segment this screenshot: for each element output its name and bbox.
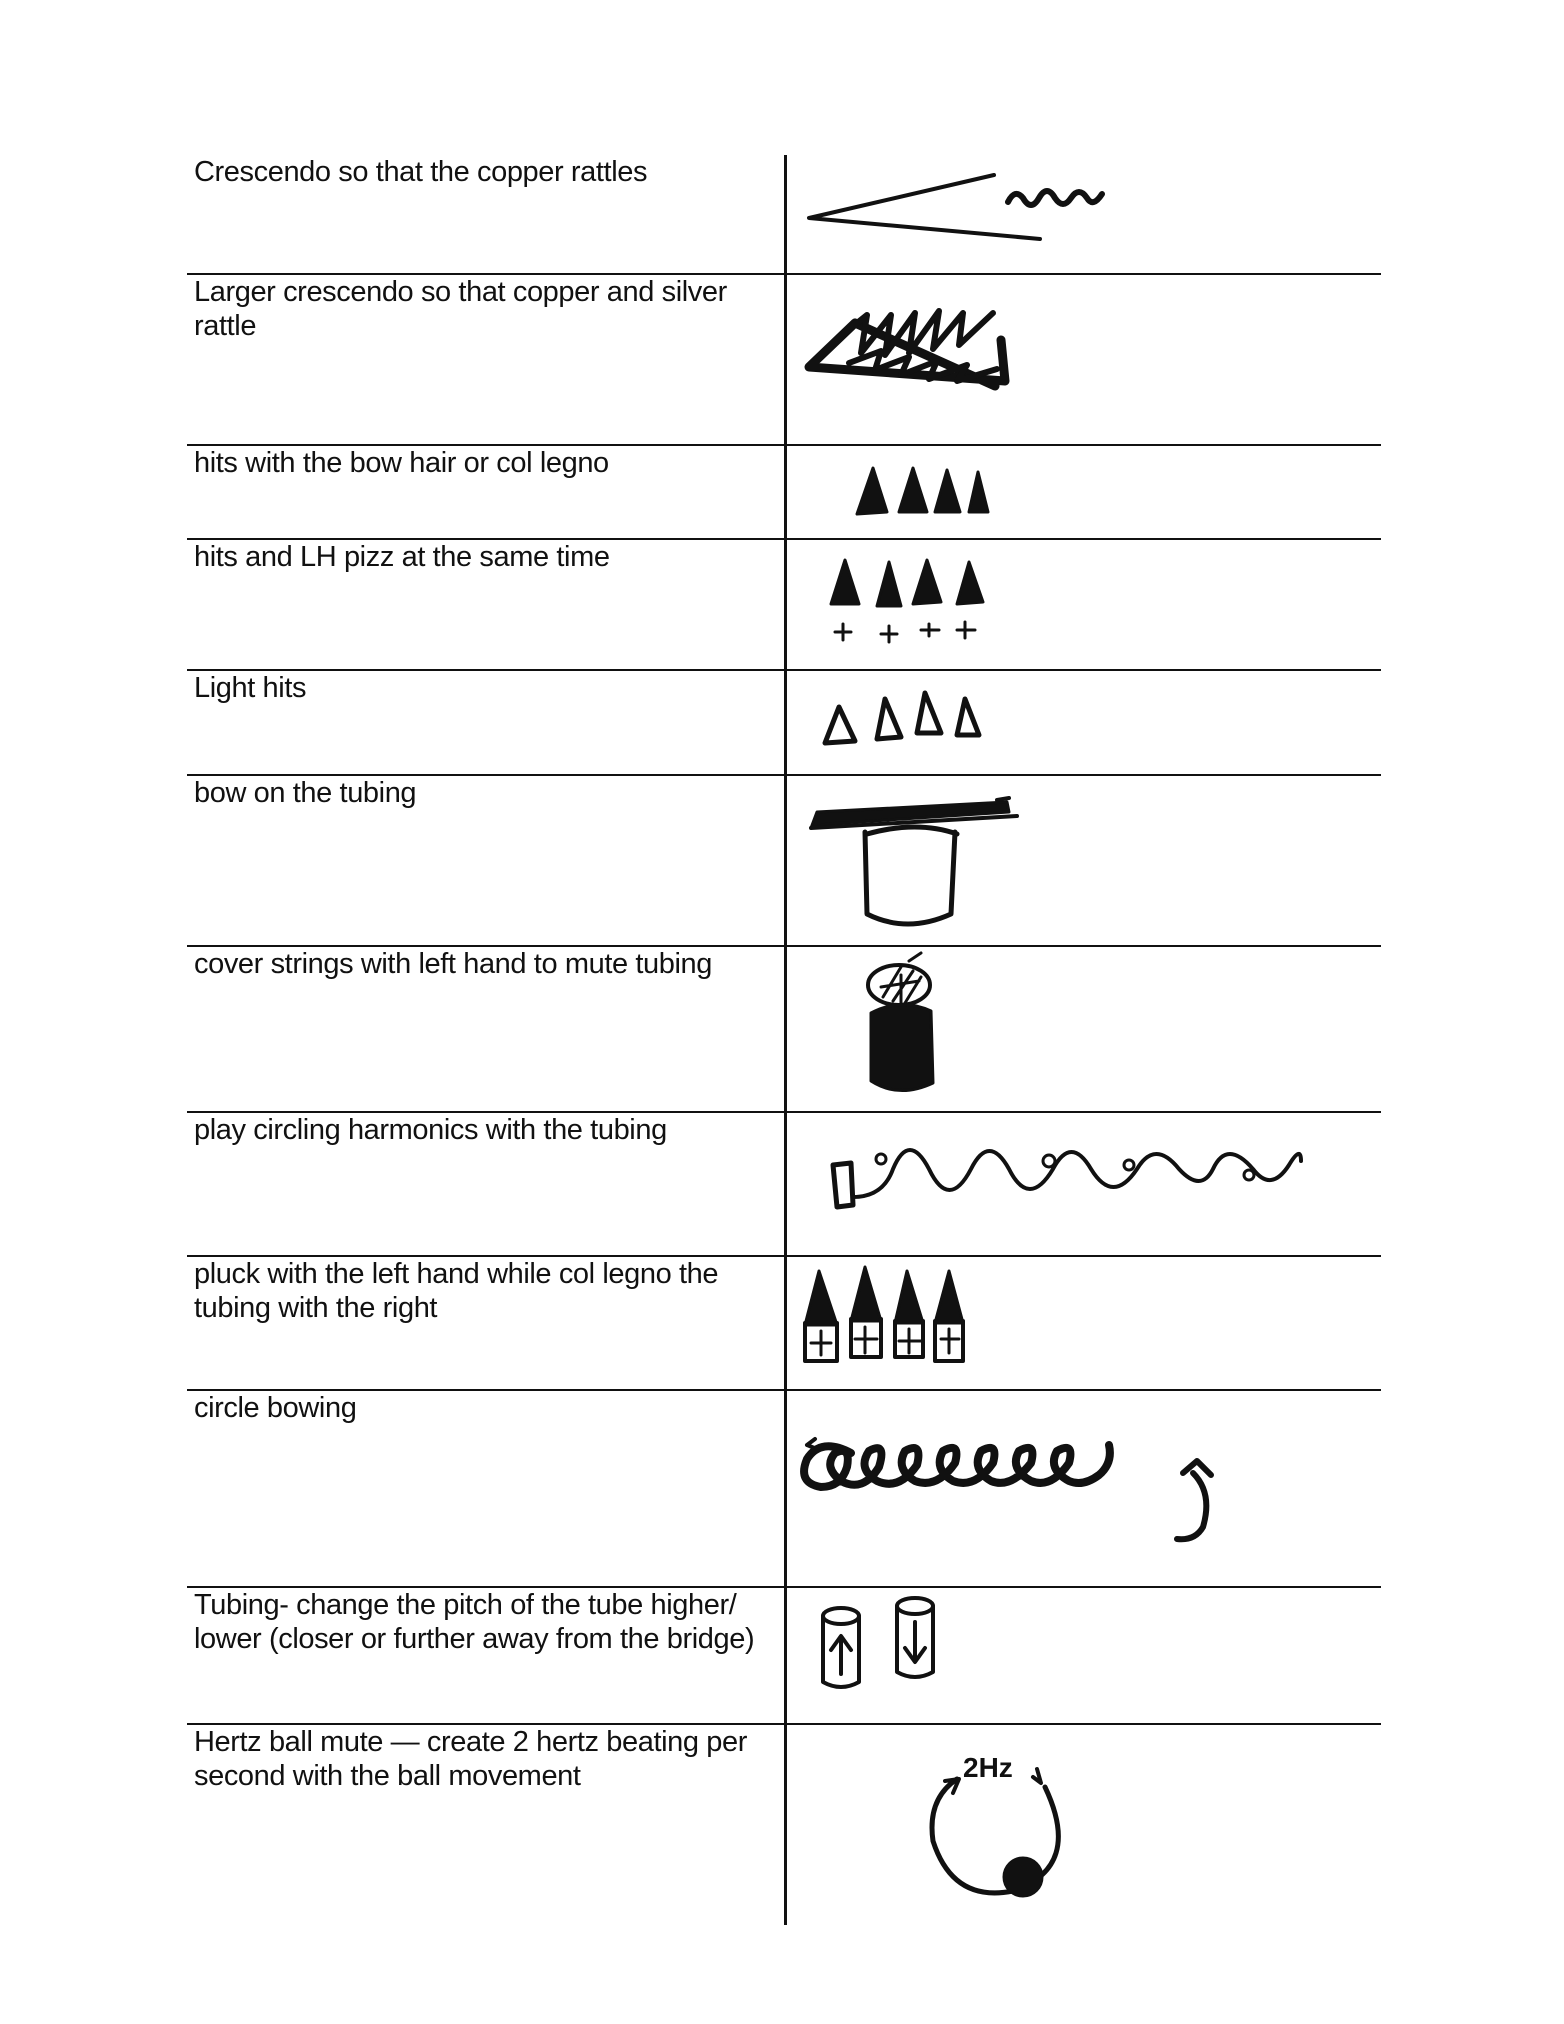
legend-label: Light hits xyxy=(194,672,307,704)
circling-harmonics-icon xyxy=(797,1113,1381,1255)
circle-bowing-icon xyxy=(797,1391,1381,1586)
notation-legend-table xyxy=(187,155,1381,1925)
legend-label: circle bowing xyxy=(194,1392,357,1424)
legend-label: bow on the tubing xyxy=(194,777,417,809)
legend-label: pluck with the left hand while col legno the tubing with the right xyxy=(194,1258,719,1324)
legend-row-larger-crescendo xyxy=(187,275,1381,446)
legend-label: Crescendo so that the copper rattles xyxy=(194,156,648,188)
crescendo-rattle-icon xyxy=(797,155,1381,273)
hertz-ball-mute-icon xyxy=(797,1725,1381,1923)
bow-on-tube-icon xyxy=(797,776,1381,945)
legend-row-mute-tubing xyxy=(187,947,1381,1113)
legend-row-tube-pitch xyxy=(187,1588,1381,1725)
open-triangles-icon xyxy=(797,671,1381,774)
legend-row-light-hits xyxy=(187,671,1381,776)
muted-tube-icon xyxy=(797,947,1381,1111)
legend-row-hertz-ball-mute xyxy=(187,1725,1381,1925)
hertz-label: 2Hz xyxy=(963,1752,1013,1783)
legend-row-hits xyxy=(187,446,1381,540)
legend-row-pluck-col-legno xyxy=(187,1257,1381,1391)
legend-label: hits and LH pizz at the same time xyxy=(194,541,610,573)
legend-row-hits-pizz xyxy=(187,540,1381,671)
legend-label: Hertz ball mute — create 2 hertz beating per second with the ball movement xyxy=(194,1726,748,1792)
legend-label: hits with the bow hair or col legno xyxy=(194,447,609,479)
filled-triangles-icon xyxy=(797,446,1381,538)
legend-row-circle-bowing xyxy=(187,1391,1381,1588)
legend-label: cover strings with left hand to mute tubing xyxy=(194,948,712,980)
large-crescendo-rattle-icon xyxy=(797,275,1381,444)
legend-label: Tubing- change the pitch of the tube higher/ lower (closer or further away from the bridge) xyxy=(194,1589,755,1655)
legend-row-bow-on-tubing xyxy=(187,776,1381,947)
legend-label: Larger crescendo so that copper and silver rattle xyxy=(194,276,727,342)
legend-row-circling-harmonics xyxy=(187,1113,1381,1257)
legend-label: play circling harmonics with the tubing xyxy=(194,1114,667,1146)
legend-row-crescendo xyxy=(187,155,1381,275)
tube-pitch-arrows-icon xyxy=(797,1588,1381,1723)
filled-triangles-plus-icon xyxy=(797,540,1381,669)
triangles-in-boxes-icon xyxy=(797,1257,1381,1389)
